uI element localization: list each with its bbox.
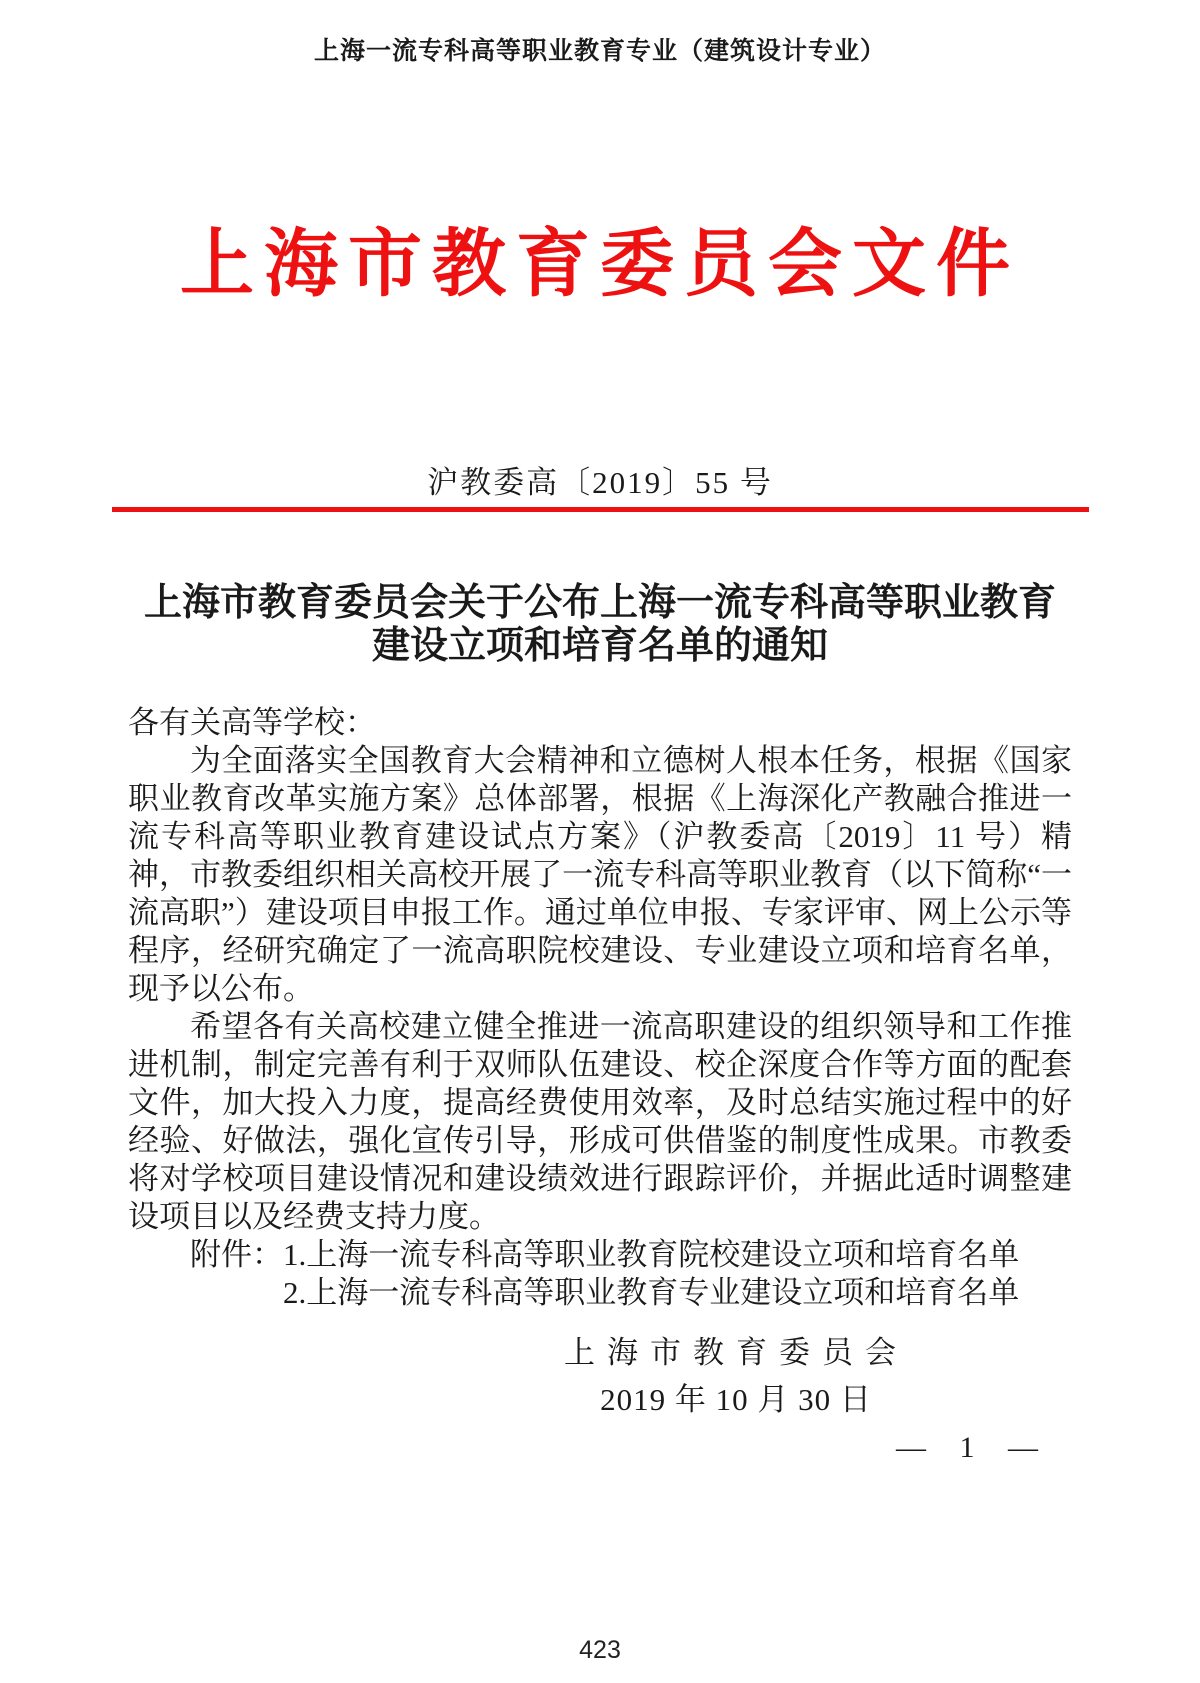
signature-date: 2019 年 10 月 30 日 [600, 1382, 872, 1418]
red-divider-rule [112, 507, 1089, 512]
notice-body [128, 704, 1072, 1312]
folio-page-number: 423 [579, 1636, 621, 1664]
attachment-item-2: 2.上海一流专科高等职业教育专业建设立项和培育名单 [283, 1275, 1020, 1311]
notice-title-line-1: 上海市教育委员会关于公布上海一流专科高等职业教育 [143, 582, 1056, 625]
attachment-label: 附件： [190, 1237, 283, 1273]
notice-title-line-2: 建设立项和培育名单的通知 [371, 625, 828, 668]
body-paragraph-1: 为全面落实全国教育大会精神和立德树人根本任务，根据《国家职业教育改革实施方案》总体部署，根据《上海深化产教融合推进一流专科高等职业教育建设试点方案》（沪教委高〔2019〕11 号）精神，市教委组织相关高校开展了一流专科高等职业教育（以下简称“一流高职”）建设项目申报工作。通过单位申报、专家评审、网上公示等程序，经研究确定了一流高职院校建设、专业建设立项和培育名单，现予以公布。 [128, 743, 1072, 1007]
attachment-block [128, 1236, 1072, 1312]
signature-agency-name: 上海市教育委员会 [564, 1335, 908, 1371]
notice-title [0, 582, 1200, 668]
document-header-note: 上海一流专科高等职业教育专业（建筑设计专业） [313, 37, 886, 65]
attachment-list [283, 1236, 1019, 1312]
salutation: 各有关高等学校： [128, 705, 376, 741]
agency-masthead-title: 上海市教育委员会文件 [180, 222, 1020, 306]
signature-block [564, 1334, 908, 1419]
body-paragraph-2: 希望各有关高校建立健全推进一流高职建设的组织领导和工作推进机制，制定完善有利于双师队伍建设、校企深度合作等方面的配套文件，加大投入力度，提高经费使用效率，及时总结实施过程中的好经验、好做法，强化宣传引导，形成可供借鉴的制度性成果。市教委将对学校项目建设情况和建设绩效进行跟踪评价，并据此适时调整建设项目以及经费支持力度。 [128, 1009, 1072, 1235]
page-marker: — 1 — [896, 1431, 1038, 1465]
attachment-item-1: 1.上海一流专科高等职业教育院校建设立项和培育名单 [283, 1237, 1020, 1273]
document-number: 沪教委高〔2019〕55 号 [427, 465, 773, 501]
